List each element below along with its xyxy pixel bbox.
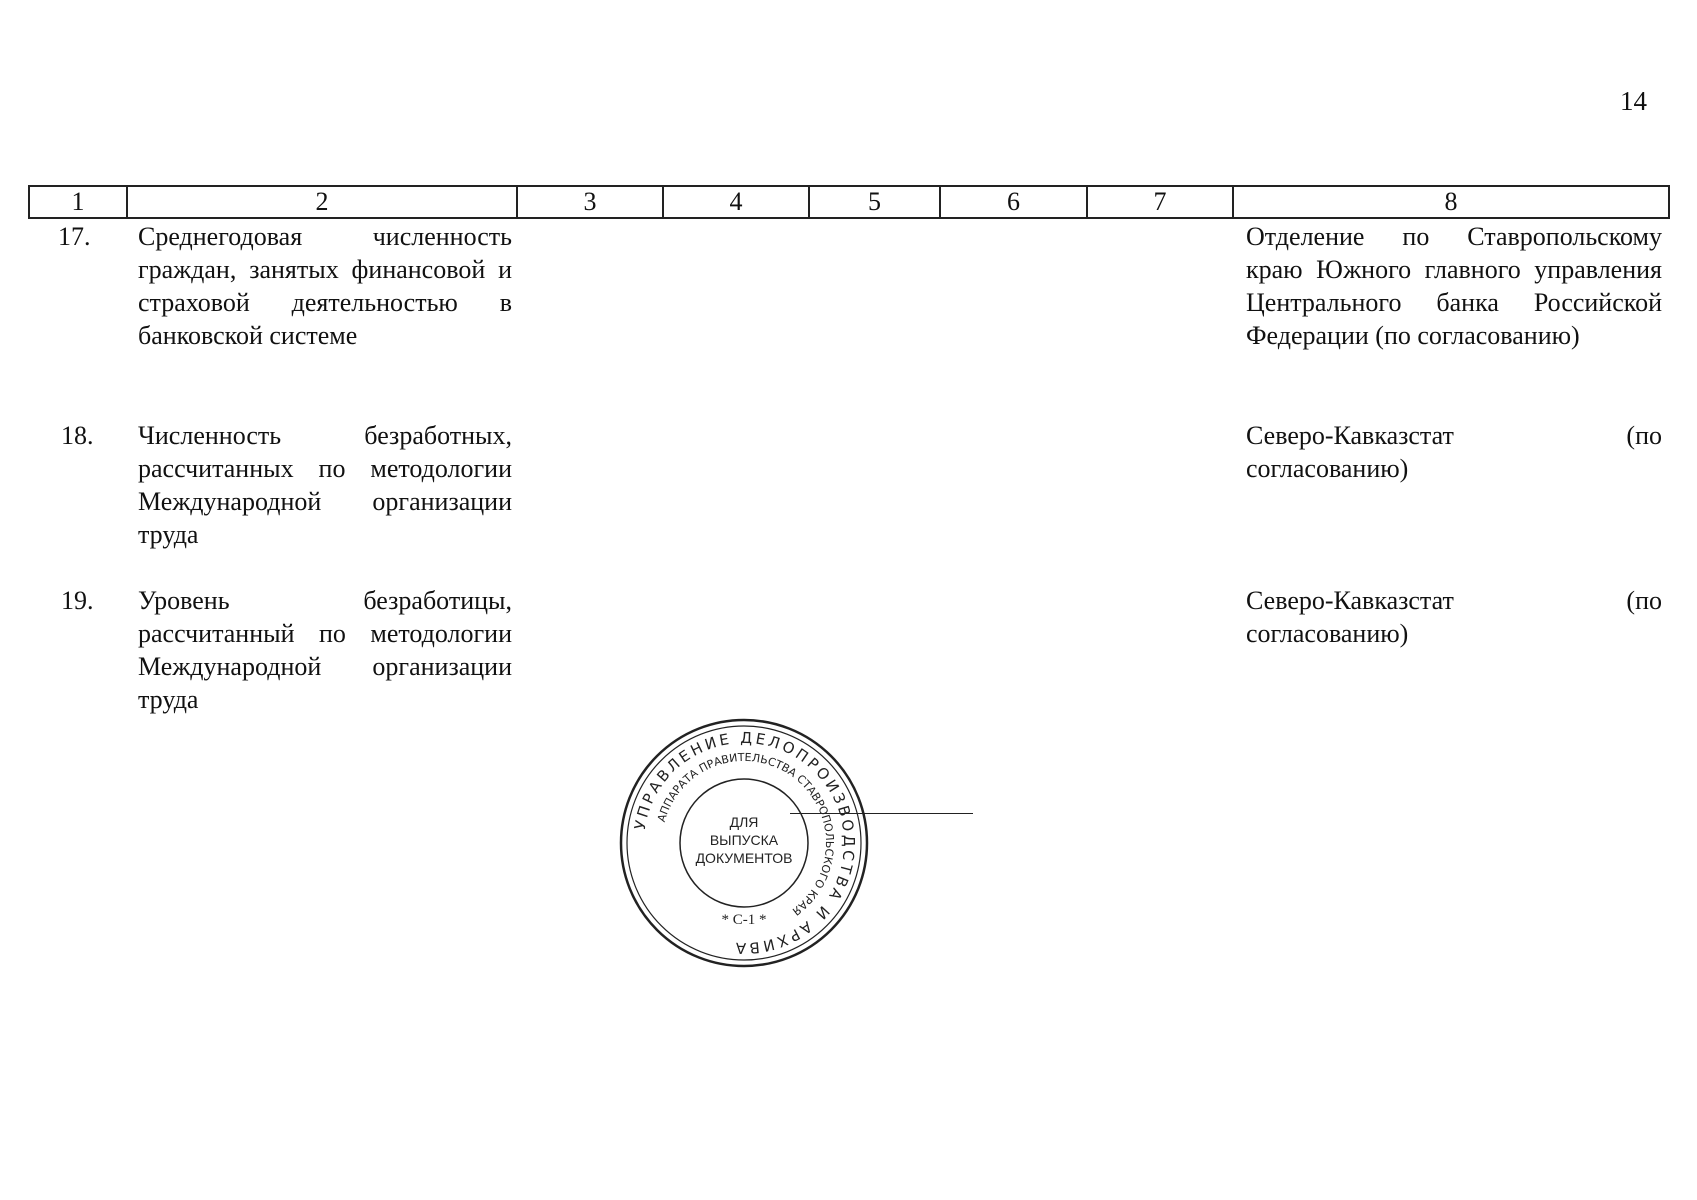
column-header-8: 8 bbox=[1233, 186, 1669, 218]
row-17-number: 17. bbox=[58, 222, 91, 251]
row-17-responsible: Отделение по Ставропольскому краю Южного главного управления Центрального банка Российской Федерации (по согласованию) bbox=[1246, 222, 1662, 350]
column-header-2: 2 bbox=[127, 186, 517, 218]
row-19-description: Уровень безработицы, рассчитанный по методологии Международной организации труда bbox=[138, 586, 512, 714]
column-header-7: 7 bbox=[1087, 186, 1233, 218]
official-seal bbox=[618, 717, 870, 969]
seal-center-line-2: ВЫПУСКА bbox=[709, 832, 779, 848]
column-header-5: 5 bbox=[809, 186, 940, 218]
seal-inner-text: АППАРАТА ПРАВИТЕЛЬСТВА СТАВРОПОЛЬСКОГО КРАЯ bbox=[654, 750, 837, 918]
seal-center-line-1: ДЛЯ bbox=[729, 814, 759, 830]
column-header-row bbox=[29, 186, 1669, 218]
column-header-1: 1 bbox=[29, 186, 127, 218]
page-number: 14 bbox=[1620, 86, 1647, 116]
row-18-number: 18. bbox=[61, 421, 94, 450]
row-18-responsible: Северо-Кавказстат (по согласованию) bbox=[1246, 421, 1662, 483]
column-header-4: 4 bbox=[663, 186, 809, 218]
row-18-description: Численность безработных, рассчитанных по методологии Международной организации труда bbox=[138, 421, 512, 549]
seal-outer-text: УПРАВЛЕНИЕ ДЕЛОПРОИЗВОДСТВА И АРХИВА bbox=[630, 728, 859, 958]
row-17-description: Среднегодовая численность граждан, занятых финансовой и страховой деятельностью в банковской системе bbox=[138, 222, 512, 350]
row-19-responsible: Северо-Кавказстат (по согласованию) bbox=[1246, 586, 1662, 648]
signature-line bbox=[790, 813, 973, 814]
seal-center-line-3: ДОКУМЕНТОВ bbox=[695, 850, 793, 866]
row-19-number: 19. bbox=[61, 586, 94, 615]
column-header-6: 6 bbox=[940, 186, 1087, 218]
column-header-3: 3 bbox=[517, 186, 663, 218]
seal-code: * С-1 * bbox=[721, 912, 767, 928]
column-header-table bbox=[28, 185, 1670, 219]
